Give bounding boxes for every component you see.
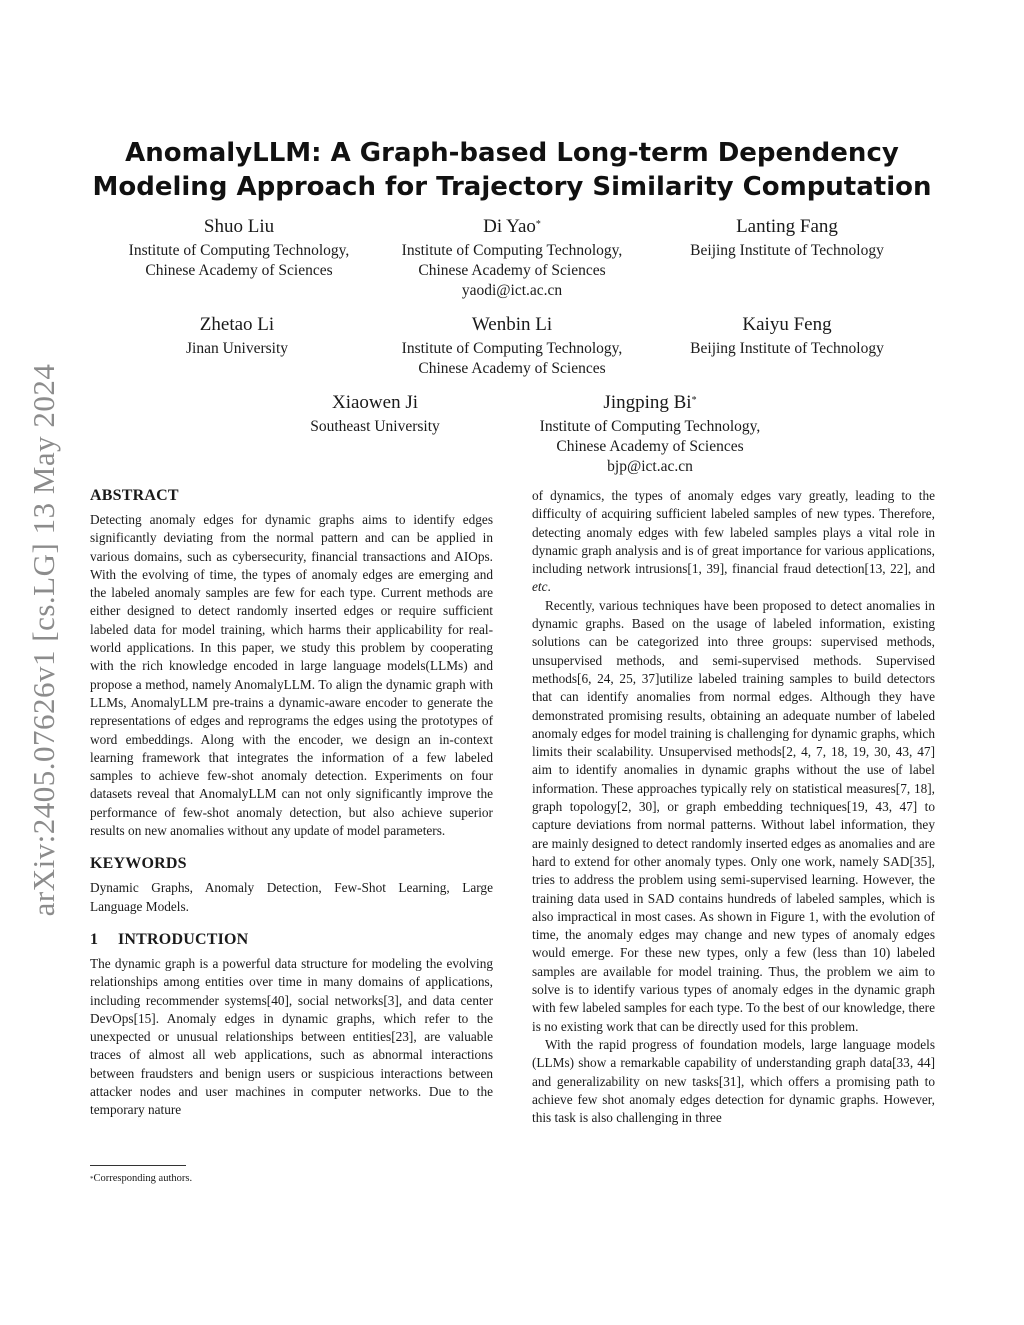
left-column <box>90 486 493 1120</box>
section-title: INTRODUCTION <box>118 930 249 948</box>
section-number: 1 <box>90 930 99 948</box>
author-email: bjp@ict.ac.cn <box>607 458 693 475</box>
author-name: Shuo Liu <box>203 216 275 237</box>
keywords-text: Dynamic Graphs, Anomaly Detection, Few-Shot Learning, Large Language Models. <box>90 880 493 914</box>
abstract-heading: ABSTRACT <box>90 487 179 504</box>
abstract-text: Detecting anomaly edges for dynamic graphs aims to identify edges significantly deviating from the normal pattern and can be applied in various domains, such as cybersecurity, financial transactions and AIOps. With the evolving of time, the types of anomaly edges are emerging and the labeled anomaly samples are few for each type. Current methods are either designed to detect randomly inserted edges or require sufficient labeled data for model training, which harms their applicability for real-world applications. In this paper, we study this problem by cooperating with the rich knowledge encoded in large language models(LLMs) and propose a method, namely AnomalyLLM. To align the dynamic graph with LLMs, AnomalyLLM pre-trains a dynamic-aware encoder to generate the representations of edges and reprograms the edges using the prototypes of word embeddings. Along with the encoder, we design an in-context learning framework that integrates the information of a few labeled samples to achieve few-shot anomaly detection. Experiments on four datasets reveal that AnomalyLLM can not only significantly improve the performance of few-shot anomaly detection, but also achieve superior results on new anomalies without any update of model parameters. <box>90 512 493 839</box>
author-affiliation-line: Institute of Computing Technology, <box>401 340 623 357</box>
author-name: Kaiyu Feng <box>742 314 832 335</box>
author-affiliation-line: Institute of Computing Technology, <box>401 242 623 259</box>
author-affiliation-line: Jinan University <box>185 340 289 357</box>
author-affiliation-line: Chinese Academy of Sciences <box>145 262 333 279</box>
author-block <box>104 216 374 281</box>
author-name: Di Yao* <box>483 216 541 237</box>
author-block <box>377 216 647 301</box>
footnote-text: Corresponding authors. <box>93 1173 193 1184</box>
author-affiliation-line: Institute of Computing Technology, <box>539 418 761 435</box>
author-affiliation-line: Institute of Computing Technology, <box>128 242 350 259</box>
author-block <box>377 314 647 379</box>
author-block <box>515 392 785 477</box>
footnote <box>90 1172 192 1186</box>
author-affiliation-line: Southeast University <box>310 418 440 435</box>
author-name: Jingping Bi* <box>603 392 697 413</box>
corresponding-mark: * <box>535 219 541 230</box>
author-affiliation-line: Chinese Academy of Sciences <box>418 360 606 377</box>
footnote-mark: * <box>90 1175 94 1183</box>
right-column <box>532 487 935 1127</box>
keywords-heading: KEYWORDS <box>90 855 187 873</box>
author-block <box>652 216 922 261</box>
corresponding-mark: * <box>691 395 697 406</box>
author-name: Xiaowen Ji <box>331 392 418 413</box>
paper-title: AnomalyLLM: A Graph-based Long-term Dependency Modeling Approach for Trajectory Similarity Computation <box>92 138 932 202</box>
footnote-rule <box>90 1165 186 1166</box>
author-affiliation-line: Chinese Academy of Sciences <box>418 262 606 279</box>
body-paragraph: of dynamics, the types of anomaly edges vary greatly, leading to the difficulty of acquiring sufficient labeled samples of new types. Therefore, detecting anomaly edges with few labeled samples plays a vital role in dynamic graph analysis and is of great importance for various applications, including network intrusions[1, 39], financial fraud detection[13, 22], and etc. <box>532 488 935 595</box>
section-heading-introduction <box>90 930 493 950</box>
etc-italic: etc <box>532 579 548 595</box>
intro-paragraph: The dynamic graph is a powerful data structure for modeling the evolving relationships among entities over time in many domains of applications, including recommender systems[40], social networks[3], and data center DevOps[15]. Anomaly edges in dynamic graphs, which refer to the unexpected or unusual relationships between entities[23], are valuable traces of almost all web applications, such as abnormal interactions between fraudsters and benign users or suspicious interactions between attacker nodes and user machines in computer networks. Due to the temporary nature <box>90 955 493 1118</box>
author-name: Zhetao Li <box>199 314 275 335</box>
author-block <box>652 314 922 359</box>
author-block <box>240 392 510 437</box>
author-name: Lanting Fang <box>736 216 838 237</box>
author-affiliation-line: Beijing Institute of Technology <box>690 242 884 259</box>
author-name: Wenbin Li <box>471 314 553 335</box>
body-paragraph: Recently, various techniques have been proposed to detect anomalies in dynamic graphs. Based on the usage of labeled information, existing solutions can be categorized into three groups: supervised methods, unsupervised methods, and semi-supervised methods. Supervised methods[6, 24, 25, 37]utilize labeled training samples to build detectors that can identify anomalies from normal edges. Although they have demonstrated promising results, obtaining an adequate number of labeled anomaly edges for model training is challenging for dynamic graphs, which limits their scalability. Unsupervised methods[2, 4, 7, 18, 19, 30, 43, 47] aim to identify anomalies in dynamic graphs without the use of label information. These approaches typically rely on statistical measures[7, 18], graph topology[2, 30], or graph embedding techniques[19, 43, 47] to capture deviations from normal patterns. Without label information, they are mainly designed to detect randomly inserted edges as anomalies and are hard to extend for other anomaly types. Only one work, namely SAD[35], tries to address the problem using semi-supervised learning. However, the training data used in SAD contains hundreds of labeled samples, which is also impractical in most cases. As shown in Figure 1, with the evolution of time, the anomaly edges may change and new types of anomaly edges would emerge. For these new types, only a few (less than 10) labeled samples are available for model training. Thus, the problem we aim to solve is to identify various types of anomaly edges in the dynamic graph with few labeled samples for each type. To the best of our knowledge, there is no existing work that can be directly used for this problem. <box>532 597 935 1034</box>
author-email: yaodi@ict.ac.cn <box>461 282 563 299</box>
author-affiliation-line: Beijing Institute of Technology <box>690 340 884 357</box>
arxiv-identifier-text: arXiv:2405.07626v1 [cs.LG] 13 May 2024 <box>26 363 61 917</box>
body-paragraph: With the rapid progress of foundation models, large language models (LLMs) show a remarkable capability of understanding graph data[33, 44] and generalizability on new tasks[31], which offers a promising path to achieve few shot anomaly edges detection for dynamic graphs. However, this task is also challenging in three <box>532 1036 935 1126</box>
author-affiliation-line: Chinese Academy of Sciences <box>556 438 744 455</box>
author-block <box>102 314 372 359</box>
